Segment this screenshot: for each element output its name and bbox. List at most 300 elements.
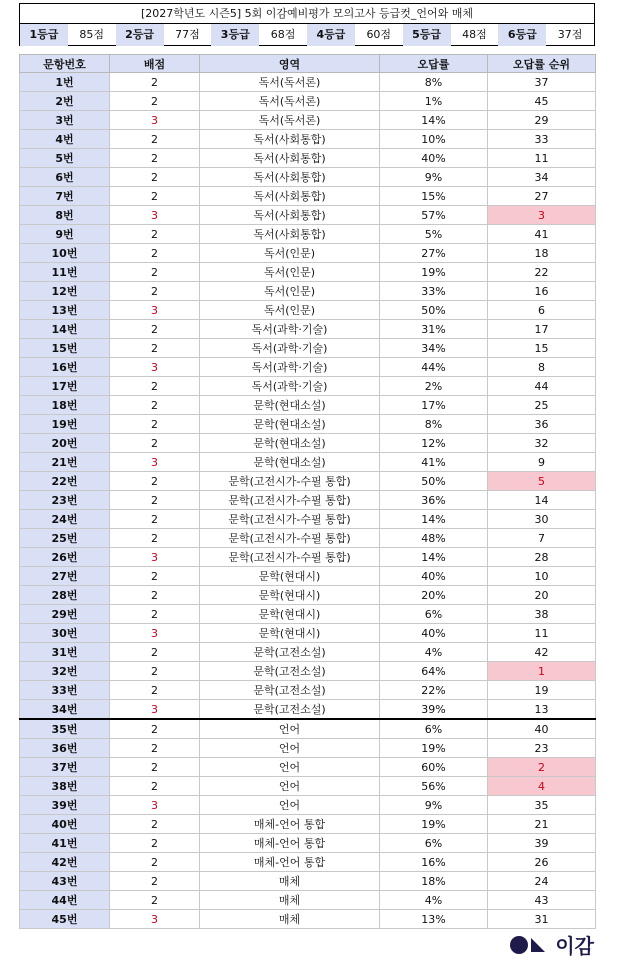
error-rank-cell: 30 bbox=[488, 510, 596, 529]
table-row bbox=[20, 662, 596, 681]
area-cell: 독서(독서론) bbox=[200, 111, 380, 130]
error-rate-cell: 33% bbox=[380, 282, 488, 301]
points-cell: 3 bbox=[110, 358, 200, 377]
table-row bbox=[20, 377, 596, 396]
table-row bbox=[20, 453, 596, 472]
table-row bbox=[20, 891, 596, 910]
logo-text: 이감 bbox=[555, 934, 594, 958]
points-cell: 3 bbox=[110, 910, 200, 929]
area-cell: 언어 bbox=[200, 758, 380, 777]
error-rank-cell: 21 bbox=[488, 815, 596, 834]
question-number-cell: 5번 bbox=[20, 149, 110, 168]
points-cell: 2 bbox=[110, 415, 200, 434]
error-rank-cell: 42 bbox=[488, 643, 596, 662]
table-row bbox=[20, 320, 596, 339]
area-cell: 매체 bbox=[200, 872, 380, 891]
error-rank-cell: 35 bbox=[488, 796, 596, 815]
error-rate-cell: 27% bbox=[380, 244, 488, 263]
error-rank-cell: 45 bbox=[488, 92, 596, 111]
grade-score: 37점 bbox=[557, 28, 583, 41]
table-row bbox=[20, 282, 596, 301]
grade-label: 1등급 bbox=[20, 24, 68, 46]
error-rate-cell: 13% bbox=[380, 910, 488, 929]
error-rate-cell: 15% bbox=[380, 187, 488, 206]
table-row bbox=[20, 719, 596, 739]
question-number-cell: 25번 bbox=[20, 529, 110, 548]
question-number-cell: 45번 bbox=[20, 910, 110, 929]
question-number-cell: 10번 bbox=[20, 244, 110, 263]
question-number-cell: 20번 bbox=[20, 434, 110, 453]
points-cell: 2 bbox=[110, 244, 200, 263]
area-cell: 독서(독서론) bbox=[200, 73, 380, 92]
question-number-cell: 21번 bbox=[20, 453, 110, 472]
error-rate-cell: 17% bbox=[380, 396, 488, 415]
question-number-cell: 30번 bbox=[20, 624, 110, 643]
error-rate-cell: 48% bbox=[380, 529, 488, 548]
points-cell: 2 bbox=[110, 529, 200, 548]
error-rate-cell: 39% bbox=[380, 700, 488, 720]
points-cell: 2 bbox=[110, 719, 200, 739]
question-number-cell: 18번 bbox=[20, 396, 110, 415]
points-cell: 2 bbox=[110, 149, 200, 168]
area-cell: 매체 bbox=[200, 910, 380, 929]
area-cell: 언어 bbox=[200, 739, 380, 758]
table-row bbox=[20, 910, 596, 929]
table-row bbox=[20, 700, 596, 720]
table-row bbox=[20, 796, 596, 815]
table-row bbox=[20, 434, 596, 453]
error-rate-cell: 14% bbox=[380, 111, 488, 130]
table-row bbox=[20, 681, 596, 700]
table-row bbox=[20, 130, 596, 149]
grade-score: 85점 bbox=[79, 28, 105, 41]
error-rank-cell: 11 bbox=[488, 624, 596, 643]
points-cell: 2 bbox=[110, 662, 200, 681]
error-rank-cell: 10 bbox=[488, 567, 596, 586]
table-row bbox=[20, 263, 596, 282]
area-cell: 독서(사회통합) bbox=[200, 149, 380, 168]
points-cell: 2 bbox=[110, 872, 200, 891]
area-cell: 독서(사회통합) bbox=[200, 168, 380, 187]
question-number-cell: 4번 bbox=[20, 130, 110, 149]
error-rank-cell: 27 bbox=[488, 187, 596, 206]
grade-cut bbox=[307, 24, 403, 46]
area-cell: 문학(고전시가-수필 통합) bbox=[200, 529, 380, 548]
grade-cut-row bbox=[20, 24, 594, 46]
error-rank-cell: 1 bbox=[488, 662, 596, 681]
points-cell: 2 bbox=[110, 586, 200, 605]
error-rank-cell: 32 bbox=[488, 434, 596, 453]
error-rank-cell: 20 bbox=[488, 586, 596, 605]
points-cell: 2 bbox=[110, 758, 200, 777]
table-row bbox=[20, 149, 596, 168]
error-rank-cell: 44 bbox=[488, 377, 596, 396]
grade-cut bbox=[211, 24, 307, 46]
error-rate-cell: 60% bbox=[380, 758, 488, 777]
error-rate-cell: 20% bbox=[380, 586, 488, 605]
question-number-cell: 43번 bbox=[20, 872, 110, 891]
area-cell: 문학(현대소설) bbox=[200, 434, 380, 453]
error-rate-cell: 19% bbox=[380, 263, 488, 282]
error-rank-cell: 26 bbox=[488, 853, 596, 872]
points-cell: 2 bbox=[110, 130, 200, 149]
area-cell: 문학(현대소설) bbox=[200, 453, 380, 472]
error-rate-cell: 8% bbox=[380, 73, 488, 92]
question-number-cell: 42번 bbox=[20, 853, 110, 872]
error-rate-cell: 16% bbox=[380, 853, 488, 872]
points-cell: 2 bbox=[110, 567, 200, 586]
question-number-cell: 14번 bbox=[20, 320, 110, 339]
question-number-cell: 32번 bbox=[20, 662, 110, 681]
area-cell: 언어 bbox=[200, 796, 380, 815]
points-cell: 3 bbox=[110, 548, 200, 567]
question-number-cell: 27번 bbox=[20, 567, 110, 586]
question-number-cell: 38번 bbox=[20, 777, 110, 796]
table-header-row bbox=[20, 55, 596, 73]
error-rank-cell: 38 bbox=[488, 605, 596, 624]
table-row bbox=[20, 586, 596, 605]
question-number-cell: 41번 bbox=[20, 834, 110, 853]
area-cell: 매체-언어 통합 bbox=[200, 834, 380, 853]
table-row bbox=[20, 624, 596, 643]
grade-label: 2등급 bbox=[116, 24, 164, 46]
points-cell: 3 bbox=[110, 624, 200, 643]
error-rank-cell: 37 bbox=[488, 73, 596, 92]
area-cell: 독서(독서론) bbox=[200, 92, 380, 111]
error-rank-cell: 29 bbox=[488, 111, 596, 130]
table-row bbox=[20, 168, 596, 187]
error-rate-cell: 31% bbox=[380, 320, 488, 339]
question-number-cell: 23번 bbox=[20, 491, 110, 510]
table-row bbox=[20, 510, 596, 529]
points-cell: 3 bbox=[110, 700, 200, 720]
grade-label: 5등급 bbox=[403, 24, 451, 46]
points-cell: 2 bbox=[110, 396, 200, 415]
question-number-cell: 37번 bbox=[20, 758, 110, 777]
area-cell: 문학(현대시) bbox=[200, 567, 380, 586]
points-cell: 2 bbox=[110, 472, 200, 491]
table-row bbox=[20, 548, 596, 567]
question-number-cell: 34번 bbox=[20, 700, 110, 720]
error-rate-cell: 41% bbox=[380, 453, 488, 472]
error-rank-cell: 4 bbox=[488, 777, 596, 796]
question-number-cell: 35번 bbox=[20, 719, 110, 739]
table-row bbox=[20, 206, 596, 225]
points-cell: 2 bbox=[110, 92, 200, 111]
area-cell: 독서(과학·기술) bbox=[200, 377, 380, 396]
area-cell: 독서(인문) bbox=[200, 244, 380, 263]
error-rank-cell: 31 bbox=[488, 910, 596, 929]
error-rate-cell: 6% bbox=[380, 719, 488, 739]
area-cell: 독서(인문) bbox=[200, 263, 380, 282]
error-rank-cell: 2 bbox=[488, 758, 596, 777]
error-rank-cell: 14 bbox=[488, 491, 596, 510]
error-rate-cell: 40% bbox=[380, 624, 488, 643]
grade-cut bbox=[498, 24, 594, 46]
question-number-cell: 33번 bbox=[20, 681, 110, 700]
area-cell: 독서(사회통합) bbox=[200, 225, 380, 244]
table-row bbox=[20, 739, 596, 758]
table-row bbox=[20, 358, 596, 377]
question-number-cell: 22번 bbox=[20, 472, 110, 491]
question-number-cell: 1번 bbox=[20, 73, 110, 92]
error-rate-cell: 14% bbox=[380, 548, 488, 567]
error-rate-cell: 56% bbox=[380, 777, 488, 796]
error-rate-cell: 8% bbox=[380, 415, 488, 434]
error-rate-cell: 57% bbox=[380, 206, 488, 225]
error-rank-cell: 33 bbox=[488, 130, 596, 149]
points-cell: 2 bbox=[110, 739, 200, 758]
area-cell: 문학(고전시가-수필 통합) bbox=[200, 510, 380, 529]
error-rate-cell: 22% bbox=[380, 681, 488, 700]
question-number-cell: 40번 bbox=[20, 815, 110, 834]
area-cell: 문학(현대시) bbox=[200, 624, 380, 643]
error-rate-cell: 4% bbox=[380, 891, 488, 910]
area-cell: 언어 bbox=[200, 719, 380, 739]
table-row bbox=[20, 834, 596, 853]
points-cell: 2 bbox=[110, 320, 200, 339]
error-rate-cell: 12% bbox=[380, 434, 488, 453]
points-cell: 3 bbox=[110, 206, 200, 225]
grade-score: 48점 bbox=[462, 28, 487, 41]
table-row bbox=[20, 777, 596, 796]
logo-icon bbox=[509, 934, 549, 956]
error-rate-cell: 10% bbox=[380, 130, 488, 149]
error-rank-cell: 41 bbox=[488, 225, 596, 244]
error-rank-cell: 9 bbox=[488, 453, 596, 472]
col-header-error-rank: 오답률 순위 bbox=[488, 55, 596, 73]
question-number-cell: 15번 bbox=[20, 339, 110, 358]
error-rate-cell: 2% bbox=[380, 377, 488, 396]
area-cell: 독서(사회통합) bbox=[200, 187, 380, 206]
grade-cut-header bbox=[19, 3, 595, 46]
area-cell: 문학(고전시가-수필 통합) bbox=[200, 472, 380, 491]
error-rate-cell: 64% bbox=[380, 662, 488, 681]
points-cell: 2 bbox=[110, 225, 200, 244]
area-cell: 문학(현대시) bbox=[200, 586, 380, 605]
question-number-cell: 9번 bbox=[20, 225, 110, 244]
points-cell: 2 bbox=[110, 510, 200, 529]
error-rank-cell: 5 bbox=[488, 472, 596, 491]
error-rank-cell: 16 bbox=[488, 282, 596, 301]
error-rate-cell: 19% bbox=[380, 815, 488, 834]
area-cell: 문학(현대소설) bbox=[200, 415, 380, 434]
area-cell: 문학(현대시) bbox=[200, 605, 380, 624]
error-rank-cell: 19 bbox=[488, 681, 596, 700]
question-number-cell: 39번 bbox=[20, 796, 110, 815]
points-cell: 2 bbox=[110, 834, 200, 853]
question-number-cell: 24번 bbox=[20, 510, 110, 529]
error-rate-cell: 40% bbox=[380, 149, 488, 168]
question-number-cell: 7번 bbox=[20, 187, 110, 206]
grade-cut bbox=[403, 24, 499, 46]
error-rank-cell: 13 bbox=[488, 700, 596, 720]
area-cell: 문학(고전소설) bbox=[200, 681, 380, 700]
question-number-cell: 44번 bbox=[20, 891, 110, 910]
error-rate-cell: 36% bbox=[380, 491, 488, 510]
col-header-area: 영역 bbox=[200, 55, 380, 73]
error-rank-cell: 11 bbox=[488, 149, 596, 168]
points-cell: 2 bbox=[110, 263, 200, 282]
table-row bbox=[20, 225, 596, 244]
question-number-cell: 31번 bbox=[20, 643, 110, 662]
area-cell: 문학(고전시가-수필 통합) bbox=[200, 548, 380, 567]
table-row bbox=[20, 529, 596, 548]
area-cell: 독서(과학·기술) bbox=[200, 339, 380, 358]
points-cell: 2 bbox=[110, 377, 200, 396]
error-rank-cell: 18 bbox=[488, 244, 596, 263]
points-cell: 2 bbox=[110, 491, 200, 510]
area-cell: 매체-언어 통합 bbox=[200, 853, 380, 872]
grade-label: 3등급 bbox=[211, 24, 259, 46]
error-rank-cell: 34 bbox=[488, 168, 596, 187]
question-number-cell: 17번 bbox=[20, 377, 110, 396]
question-number-cell: 6번 bbox=[20, 168, 110, 187]
error-rate-cell: 44% bbox=[380, 358, 488, 377]
error-rank-cell: 23 bbox=[488, 739, 596, 758]
table-row bbox=[20, 396, 596, 415]
points-cell: 2 bbox=[110, 339, 200, 358]
question-number-cell: 36번 bbox=[20, 739, 110, 758]
table-row bbox=[20, 301, 596, 320]
points-cell: 2 bbox=[110, 605, 200, 624]
points-cell: 2 bbox=[110, 73, 200, 92]
table-row bbox=[20, 815, 596, 834]
grade-score: 77점 bbox=[175, 28, 200, 41]
points-cell: 2 bbox=[110, 643, 200, 662]
error-rate-cell: 14% bbox=[380, 510, 488, 529]
error-rate-cell: 40% bbox=[380, 567, 488, 586]
error-rate-cell: 1% bbox=[380, 92, 488, 111]
error-rank-cell: 24 bbox=[488, 872, 596, 891]
area-cell: 독서(사회통합) bbox=[200, 206, 380, 225]
points-cell: 2 bbox=[110, 891, 200, 910]
error-rank-cell: 6 bbox=[488, 301, 596, 320]
area-cell: 언어 bbox=[200, 777, 380, 796]
area-cell: 독서(과학·기술) bbox=[200, 320, 380, 339]
table-row bbox=[20, 872, 596, 891]
grade-label: 4등급 bbox=[307, 24, 355, 46]
table-row bbox=[20, 244, 596, 263]
error-rank-cell: 25 bbox=[488, 396, 596, 415]
area-cell: 문학(고전소설) bbox=[200, 700, 380, 720]
page-title: [2027학년도 시즌5] 5회 이감예비평가 모의고사 등급컷_언어와 매체 bbox=[20, 4, 594, 24]
area-cell: 문학(고전소설) bbox=[200, 643, 380, 662]
question-number-cell: 8번 bbox=[20, 206, 110, 225]
error-rate-cell: 9% bbox=[380, 796, 488, 815]
question-number-cell: 2번 bbox=[20, 92, 110, 111]
error-rank-cell: 7 bbox=[488, 529, 596, 548]
question-number-cell: 28번 bbox=[20, 586, 110, 605]
table-row bbox=[20, 758, 596, 777]
points-cell: 3 bbox=[110, 796, 200, 815]
question-number-cell: 3번 bbox=[20, 111, 110, 130]
error-rank-cell: 15 bbox=[488, 339, 596, 358]
question-number-cell: 26번 bbox=[20, 548, 110, 567]
table-row bbox=[20, 643, 596, 662]
area-cell: 문학(현대소설) bbox=[200, 396, 380, 415]
points-cell: 2 bbox=[110, 168, 200, 187]
grade-cut bbox=[20, 24, 116, 46]
error-rate-cell: 50% bbox=[380, 301, 488, 320]
error-rank-cell: 36 bbox=[488, 415, 596, 434]
table-row bbox=[20, 73, 596, 92]
error-rate-cell: 50% bbox=[380, 472, 488, 491]
points-cell: 2 bbox=[110, 815, 200, 834]
points-cell: 2 bbox=[110, 282, 200, 301]
error-rank-cell: 28 bbox=[488, 548, 596, 567]
points-cell: 2 bbox=[110, 777, 200, 796]
question-number-cell: 13번 bbox=[20, 301, 110, 320]
area-cell: 독서(인문) bbox=[200, 301, 380, 320]
area-cell: 독서(인문) bbox=[200, 282, 380, 301]
area-cell: 문학(고전시가-수필 통합) bbox=[200, 491, 380, 510]
area-cell: 독서(사회통합) bbox=[200, 130, 380, 149]
points-cell: 2 bbox=[110, 681, 200, 700]
question-table bbox=[19, 54, 596, 929]
error-rate-cell: 6% bbox=[380, 605, 488, 624]
table-row bbox=[20, 853, 596, 872]
error-rate-cell: 5% bbox=[380, 225, 488, 244]
error-rate-cell: 9% bbox=[380, 168, 488, 187]
points-cell: 3 bbox=[110, 111, 200, 130]
area-cell: 문학(고전소설) bbox=[200, 662, 380, 681]
error-rate-cell: 19% bbox=[380, 739, 488, 758]
error-rank-cell: 39 bbox=[488, 834, 596, 853]
table-row bbox=[20, 605, 596, 624]
error-rank-cell: 43 bbox=[488, 891, 596, 910]
error-rate-cell: 4% bbox=[380, 643, 488, 662]
table-row bbox=[20, 491, 596, 510]
error-rate-cell: 6% bbox=[380, 834, 488, 853]
igam-logo bbox=[509, 930, 594, 959]
question-number-cell: 16번 bbox=[20, 358, 110, 377]
grade-score: 68점 bbox=[270, 28, 296, 41]
error-rank-cell: 17 bbox=[488, 320, 596, 339]
table-row bbox=[20, 187, 596, 206]
question-number-cell: 19번 bbox=[20, 415, 110, 434]
error-rate-cell: 18% bbox=[380, 872, 488, 891]
grade-label: 6등급 bbox=[498, 24, 546, 46]
points-cell: 2 bbox=[110, 434, 200, 453]
error-rank-cell: 40 bbox=[488, 719, 596, 739]
points-cell: 2 bbox=[110, 187, 200, 206]
error-rank-cell: 3 bbox=[488, 206, 596, 225]
question-number-cell: 12번 bbox=[20, 282, 110, 301]
area-cell: 독서(과학·기술) bbox=[200, 358, 380, 377]
area-cell: 매체 bbox=[200, 891, 380, 910]
col-header-number: 문항번호 bbox=[20, 55, 110, 73]
grade-score: 60점 bbox=[366, 28, 392, 41]
points-cell: 3 bbox=[110, 453, 200, 472]
grade-cut bbox=[116, 24, 212, 46]
points-cell: 2 bbox=[110, 853, 200, 872]
error-rank-cell: 22 bbox=[488, 263, 596, 282]
area-cell: 매체-언어 통합 bbox=[200, 815, 380, 834]
question-number-cell: 29번 bbox=[20, 605, 110, 624]
table-row bbox=[20, 567, 596, 586]
table-row bbox=[20, 111, 596, 130]
error-rank-cell: 8 bbox=[488, 358, 596, 377]
question-number-cell: 11번 bbox=[20, 263, 110, 282]
error-rate-cell: 34% bbox=[380, 339, 488, 358]
col-header-error-rate: 오답률 bbox=[380, 55, 488, 73]
points-cell: 3 bbox=[110, 301, 200, 320]
table-row bbox=[20, 92, 596, 111]
table-row bbox=[20, 472, 596, 491]
col-header-points: 배점 bbox=[110, 55, 200, 73]
table-row bbox=[20, 339, 596, 358]
